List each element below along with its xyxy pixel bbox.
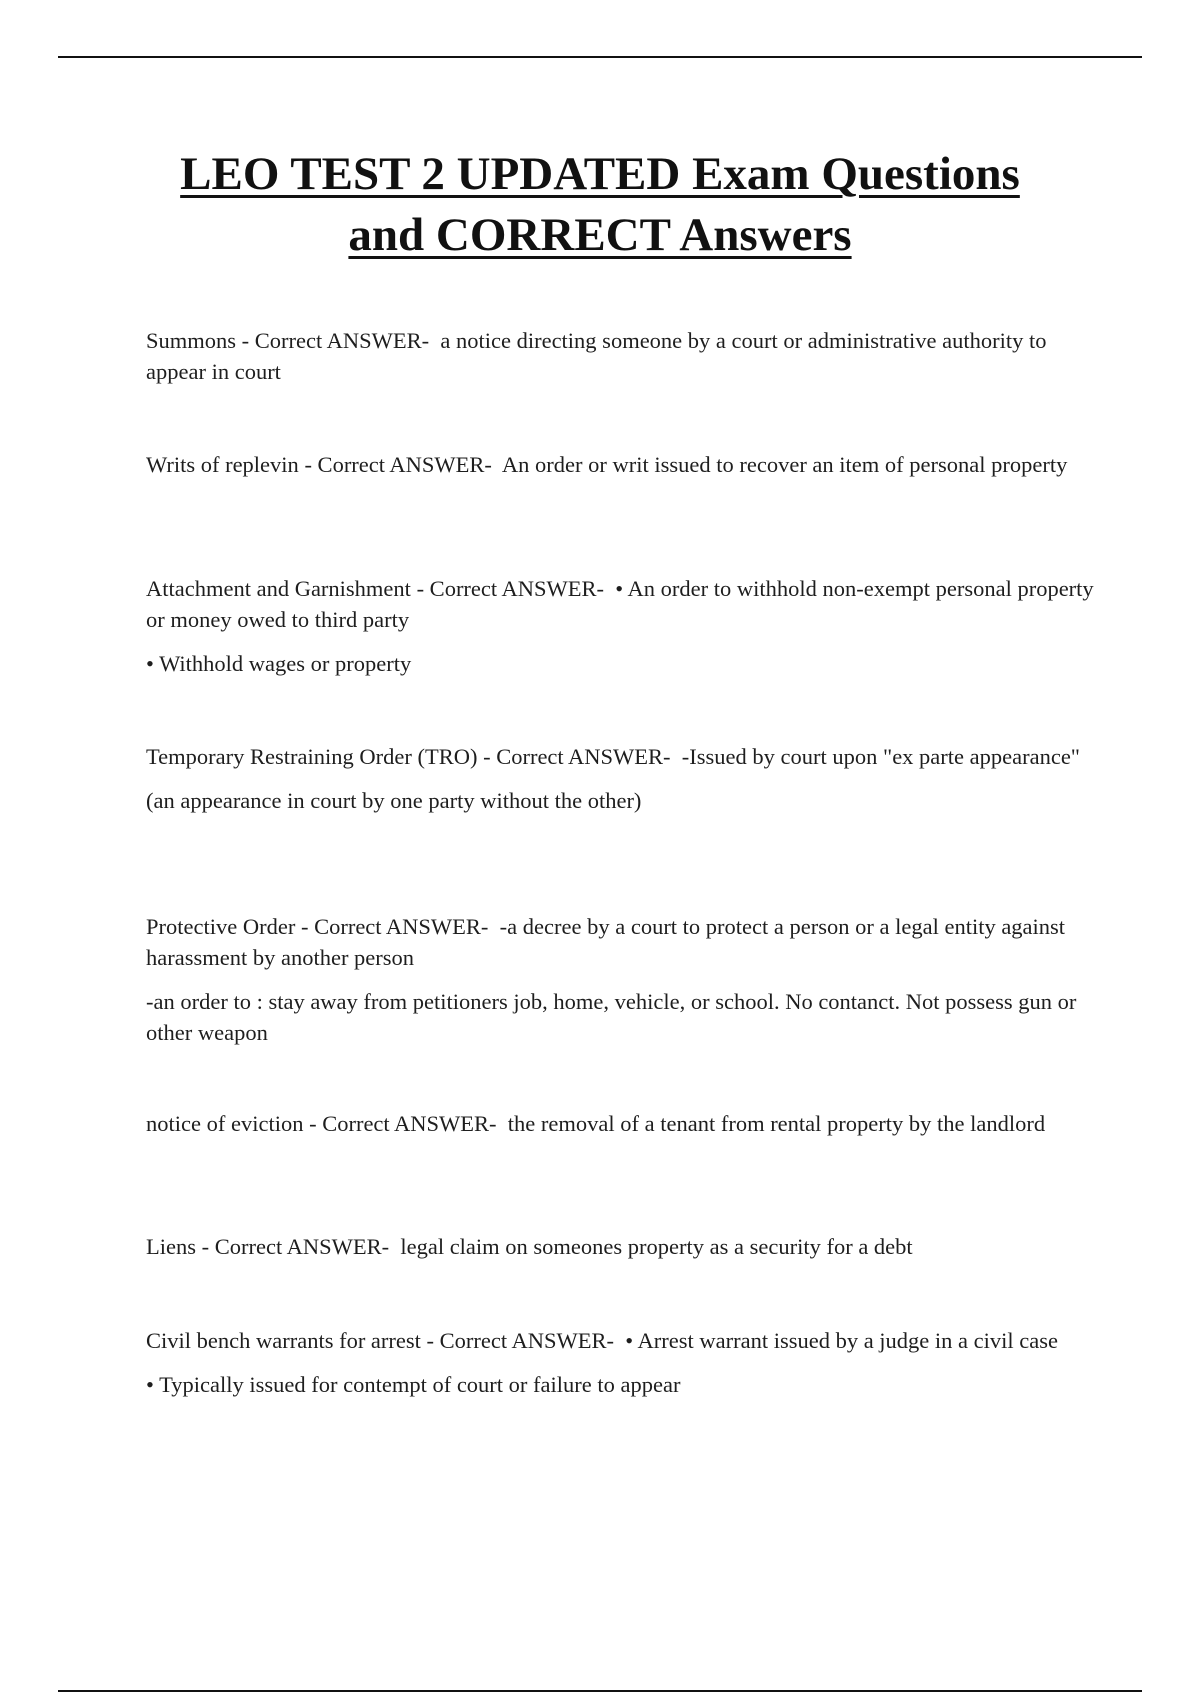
qa-entry-attachment-garnishment <box>146 573 1096 679</box>
page-title <box>80 144 1120 266</box>
entry-extra-line: -an order to : stay away from petitioners job, home, vehicle, or school. No contanct. Not possess gun or other weapon <box>146 989 1077 1045</box>
entry-term: Temporary Restraining Order (TRO) <box>146 744 478 769</box>
entry-term: Protective Order <box>146 914 296 939</box>
entry-answer: -Issued by court upon "ex parte appearance" <box>681 744 1080 769</box>
entry-answer: a notice directing someone by a court or administrative authority to appear in court <box>146 328 1047 384</box>
entry-term: Civil bench warrants for arrest <box>146 1328 421 1353</box>
entry-term: Writs of replevin <box>146 452 299 477</box>
entry-term: Summons <box>146 328 237 353</box>
entry-separator: - Correct ANSWER- <box>477 744 682 769</box>
entry-answer: • An order to withhold non-exempt personal property or money owed to third party <box>146 576 1094 632</box>
entry-main-line <box>146 911 1096 973</box>
entry-main-line <box>146 1108 1096 1139</box>
title-line-1: LEO TEST 2 UPDATED Exam Questions <box>180 148 1020 200</box>
entry-separator: - Correct ANSWER- <box>236 328 441 353</box>
entry-term: notice of eviction <box>146 1111 304 1136</box>
bottom-rule <box>58 1690 1142 1692</box>
qa-entry-summons <box>146 325 1096 387</box>
qa-entry-protective-order <box>146 911 1096 1048</box>
entry-separator: - Correct ANSWER- <box>295 914 500 939</box>
entry-answer: legal claim on someones property as a security for a debt <box>400 1234 913 1259</box>
entry-extra-line: • Typically issued for contempt of court or failure to appear <box>146 1372 681 1397</box>
entry-term: Liens <box>146 1234 196 1259</box>
entry-separator: - Correct ANSWER- <box>410 576 616 601</box>
qa-entry-civil-bench-warrants <box>146 1325 1096 1400</box>
entry-answer: -a decree by a court to protect a person or a legal entity against harassment by another person <box>146 914 1066 970</box>
qa-entry-liens <box>146 1231 1096 1262</box>
entry-main-line <box>146 1325 1096 1356</box>
entry-main-line <box>146 1231 1096 1262</box>
entry-main-line <box>146 573 1096 635</box>
entry-separator: - Correct ANSWER- <box>420 1328 626 1353</box>
qa-entry-tro <box>146 741 1096 816</box>
qa-entry-writs-of-replevin <box>146 449 1096 480</box>
entry-separator: - Correct ANSWER- <box>298 452 502 477</box>
top-rule <box>58 56 1142 58</box>
entry-answer: • Arrest warrant issued by a judge in a civil case <box>625 1328 1058 1353</box>
title-line-2: and CORRECT Answers <box>348 209 852 261</box>
entry-separator: - Correct ANSWER- <box>303 1111 508 1136</box>
entry-extra-line: (an appearance in court by one party without the other) <box>146 788 642 813</box>
entry-answer: An order or writ issued to recover an item of personal property <box>501 452 1068 477</box>
entry-answer: the removal of a tenant from rental property by the landlord <box>507 1111 1046 1136</box>
entry-main-line <box>146 325 1096 387</box>
entry-extra-line: • Withhold wages or property <box>146 651 412 676</box>
entry-main-line <box>146 449 1096 480</box>
entry-separator: - Correct ANSWER- <box>196 1234 401 1259</box>
qa-entry-notice-of-eviction <box>146 1108 1096 1139</box>
entry-term: Attachment and Garnishment <box>146 576 411 601</box>
entry-main-line <box>146 741 1096 772</box>
